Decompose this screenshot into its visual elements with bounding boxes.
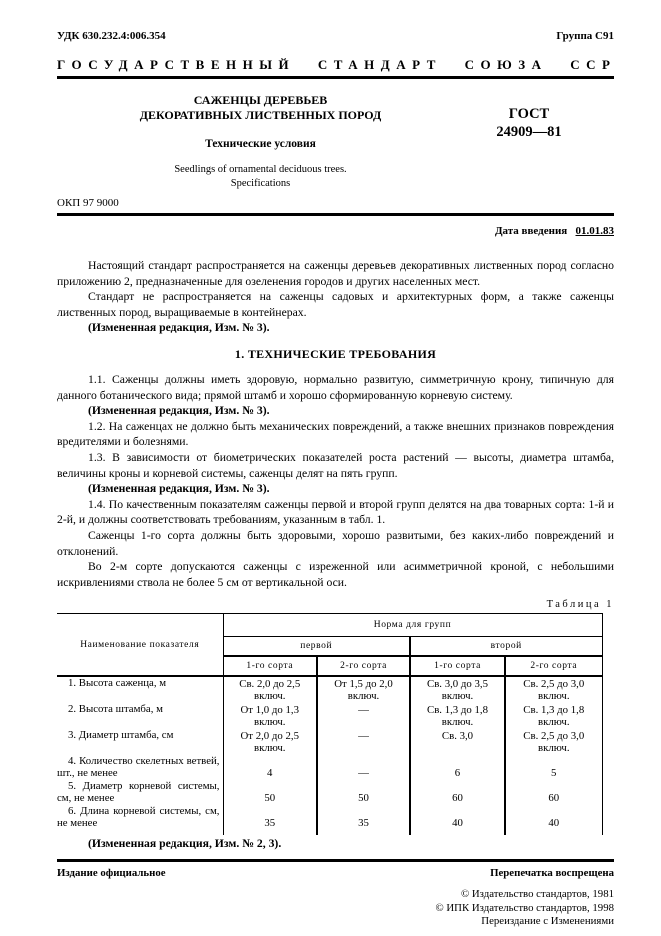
paragraph: Настоящий стандарт распространяется на саженцы деревьев декоративных лиственных пород согласно приложению 2, предназначенные для озеленения городов и других населенных мест.: [57, 259, 614, 288]
cell: От 1,0 до 1,3 включ.: [223, 703, 317, 729]
row-name: 1. Высота саженца, м: [57, 676, 223, 703]
section-1-text: [57, 372, 614, 590]
row-name: 2. Высота штамба, м: [57, 703, 223, 729]
amendment-note: (Измененная редакция, Изм. № 2, 3).: [88, 837, 282, 851]
row-name: 5. Диаметр корневой системы, см, не менее: [57, 780, 223, 805]
cell: 4: [223, 755, 317, 780]
paragraph: 1.2. На саженцах не должно быть механических повреждений, а также внешних признаков повреждения вредителями и болезнями.: [57, 419, 614, 449]
cell: 60: [410, 780, 505, 805]
paragraph: Саженцы 1-го сорта должны быть здоровыми, хорошо развитыми, без каких-либо повреждений и отклонений.: [57, 528, 614, 558]
cell: 40: [410, 805, 505, 835]
cell: 50: [317, 780, 410, 805]
amendment-note: (Измененная редакция, Изм. № 3).: [88, 404, 270, 418]
footer-rule: [57, 859, 614, 862]
title-left: [57, 93, 444, 190]
intro-text: [57, 258, 614, 336]
okp-code: ОКП 97 9000: [57, 197, 119, 209]
reprint-forbidden-label: Перепечатка воспрещена: [490, 867, 614, 880]
paragraph: Во 2-м сорте допускаются саженцы с изреженной или асимметричной кроной, с небольшими искривлениями ствола не более 5 см от вертикальной оси.: [57, 560, 614, 589]
gost-designation: [444, 93, 614, 190]
table-row: [57, 729, 602, 755]
table-row: [57, 780, 602, 805]
footer-row: [57, 867, 614, 879]
table-row: [57, 805, 602, 835]
document-subtitle: Технические условия: [205, 138, 316, 150]
paragraph: Стандарт не распространяется на саженцы садовых и архитектурных форм, а также саженцы лиственных пород, выращиваемые в контейнерах.: [57, 290, 614, 319]
cell: Св. 3,0: [410, 729, 505, 755]
column-header-norm: Норма для групп: [223, 614, 602, 637]
spec-table: [57, 613, 603, 835]
cell: Св. 1,3 до 1,8 включ.: [410, 703, 505, 729]
cell: —: [317, 729, 410, 755]
copyright-block: [57, 888, 614, 929]
paragraph: 1.3. В зависимости от биометрических показателей роста растений — высоты, диаметра штамба, величины кроны и корневой системы, саженцы делят на пять групп.: [57, 450, 614, 480]
introduction-date: [57, 225, 614, 237]
sort-header: 1-го сорта: [410, 656, 505, 676]
cell: 35: [223, 805, 317, 835]
standard-banner: ГОСУДАРСТВЕННЫЙ СТАНДАРТ СОЮЗА ССР: [57, 57, 617, 72]
table-row: [57, 676, 602, 703]
cell: От 2,0 до 2,5 включ.: [223, 729, 317, 755]
cell: 40: [548, 817, 560, 830]
cell: Св. 2,0 до 2,5 включ.: [223, 676, 317, 703]
title-area: [57, 93, 614, 190]
copyright-line: © Издательство стандартов, 1981: [460, 888, 614, 901]
sort-header: 2-го сорта: [317, 656, 410, 676]
document-title-en: [77, 163, 444, 190]
row-name: 3. Диаметр штамба, см: [57, 729, 223, 755]
cell: Св. 2,5 до 3,0 включ.: [523, 730, 585, 755]
copyright-line: © ИПК Издательство стандартов, 1998: [435, 901, 614, 914]
paragraph: 1.4. По качественным показателям саженцы первой и второй групп делятся на два товарных сорта: 1-й и 2-й, и должны соответствовать требованиям, указанным в табл. 1.: [57, 497, 614, 527]
gost-label: ГОСТ: [508, 106, 550, 122]
cell: От 1,5 до 2,0 включ.: [317, 676, 410, 703]
date-label: Дата введения: [494, 225, 568, 237]
gost-number: 24909—81: [496, 124, 562, 140]
table-row: [57, 703, 602, 729]
cell: 50: [223, 780, 317, 805]
meta-row: [57, 30, 614, 42]
cell: —: [317, 703, 410, 729]
group-header-second: второй: [410, 637, 602, 657]
banner-rule: [57, 76, 614, 79]
table-row: [57, 755, 602, 780]
amendment-note: (Измененная редакция, Изм. № 3).: [88, 482, 270, 496]
title-line-1: САЖЕНЦЫ ДЕРЕВЬЕВ: [193, 93, 328, 107]
cell: 5: [551, 767, 557, 780]
table-header-row: [57, 614, 602, 637]
cell: Св. 1,3 до 1,8 включ.: [523, 704, 585, 729]
group-header-first: первой: [223, 637, 410, 657]
cell: Св. 3,0 до 3,5 включ.: [410, 676, 505, 703]
cell: Св. 2,5 до 3,0 включ.: [523, 678, 585, 703]
row-name: 4. Количество скелетных ветвей, шт., не менее: [57, 755, 223, 780]
udk-code: УДК 630.232.4:006.354: [57, 30, 166, 42]
official-edition-label: Издание официальное: [57, 867, 166, 880]
paragraph: 1.1. Саженцы должны иметь здоровую, нормально развитую, симметричную крону, типичную для данного ботанического вида; прямой штамб и хорошо сформированную корневую систему.: [57, 372, 614, 402]
copyright-line: Переиздание с Изменениями: [481, 915, 614, 928]
column-header-name: Наименование показателя: [57, 614, 223, 677]
row-name: 6. Длина корневой системы, см, не менее: [57, 805, 223, 835]
cell: 60: [548, 792, 560, 805]
cell: —: [317, 755, 410, 780]
document-title: [77, 93, 444, 123]
amendment-note: (Измененная редакция, Изм. № 3).: [88, 321, 270, 335]
sort-header: 2-го сорта: [505, 656, 602, 676]
date-value: 01.01.83: [575, 225, 614, 237]
title-line-2: ДЕКОРАТИВНЫХ ЛИСТВЕННЫХ ПОРОД: [139, 108, 382, 122]
title-en-line-2: Specifications: [230, 177, 291, 189]
sort-header: 1-го сорта: [223, 656, 317, 676]
title-en-line-1: Seedlings of ornamental deciduous trees.: [174, 164, 347, 175]
cell: 35: [317, 805, 410, 835]
header-rule: [57, 213, 614, 216]
cell: 6: [410, 755, 505, 780]
table-caption: Таблица 1: [546, 599, 614, 611]
group-code: Группа С91: [556, 30, 614, 42]
section-heading: 1. ТЕХНИЧЕСКИЕ ТРЕБОВАНИЯ: [234, 346, 437, 361]
